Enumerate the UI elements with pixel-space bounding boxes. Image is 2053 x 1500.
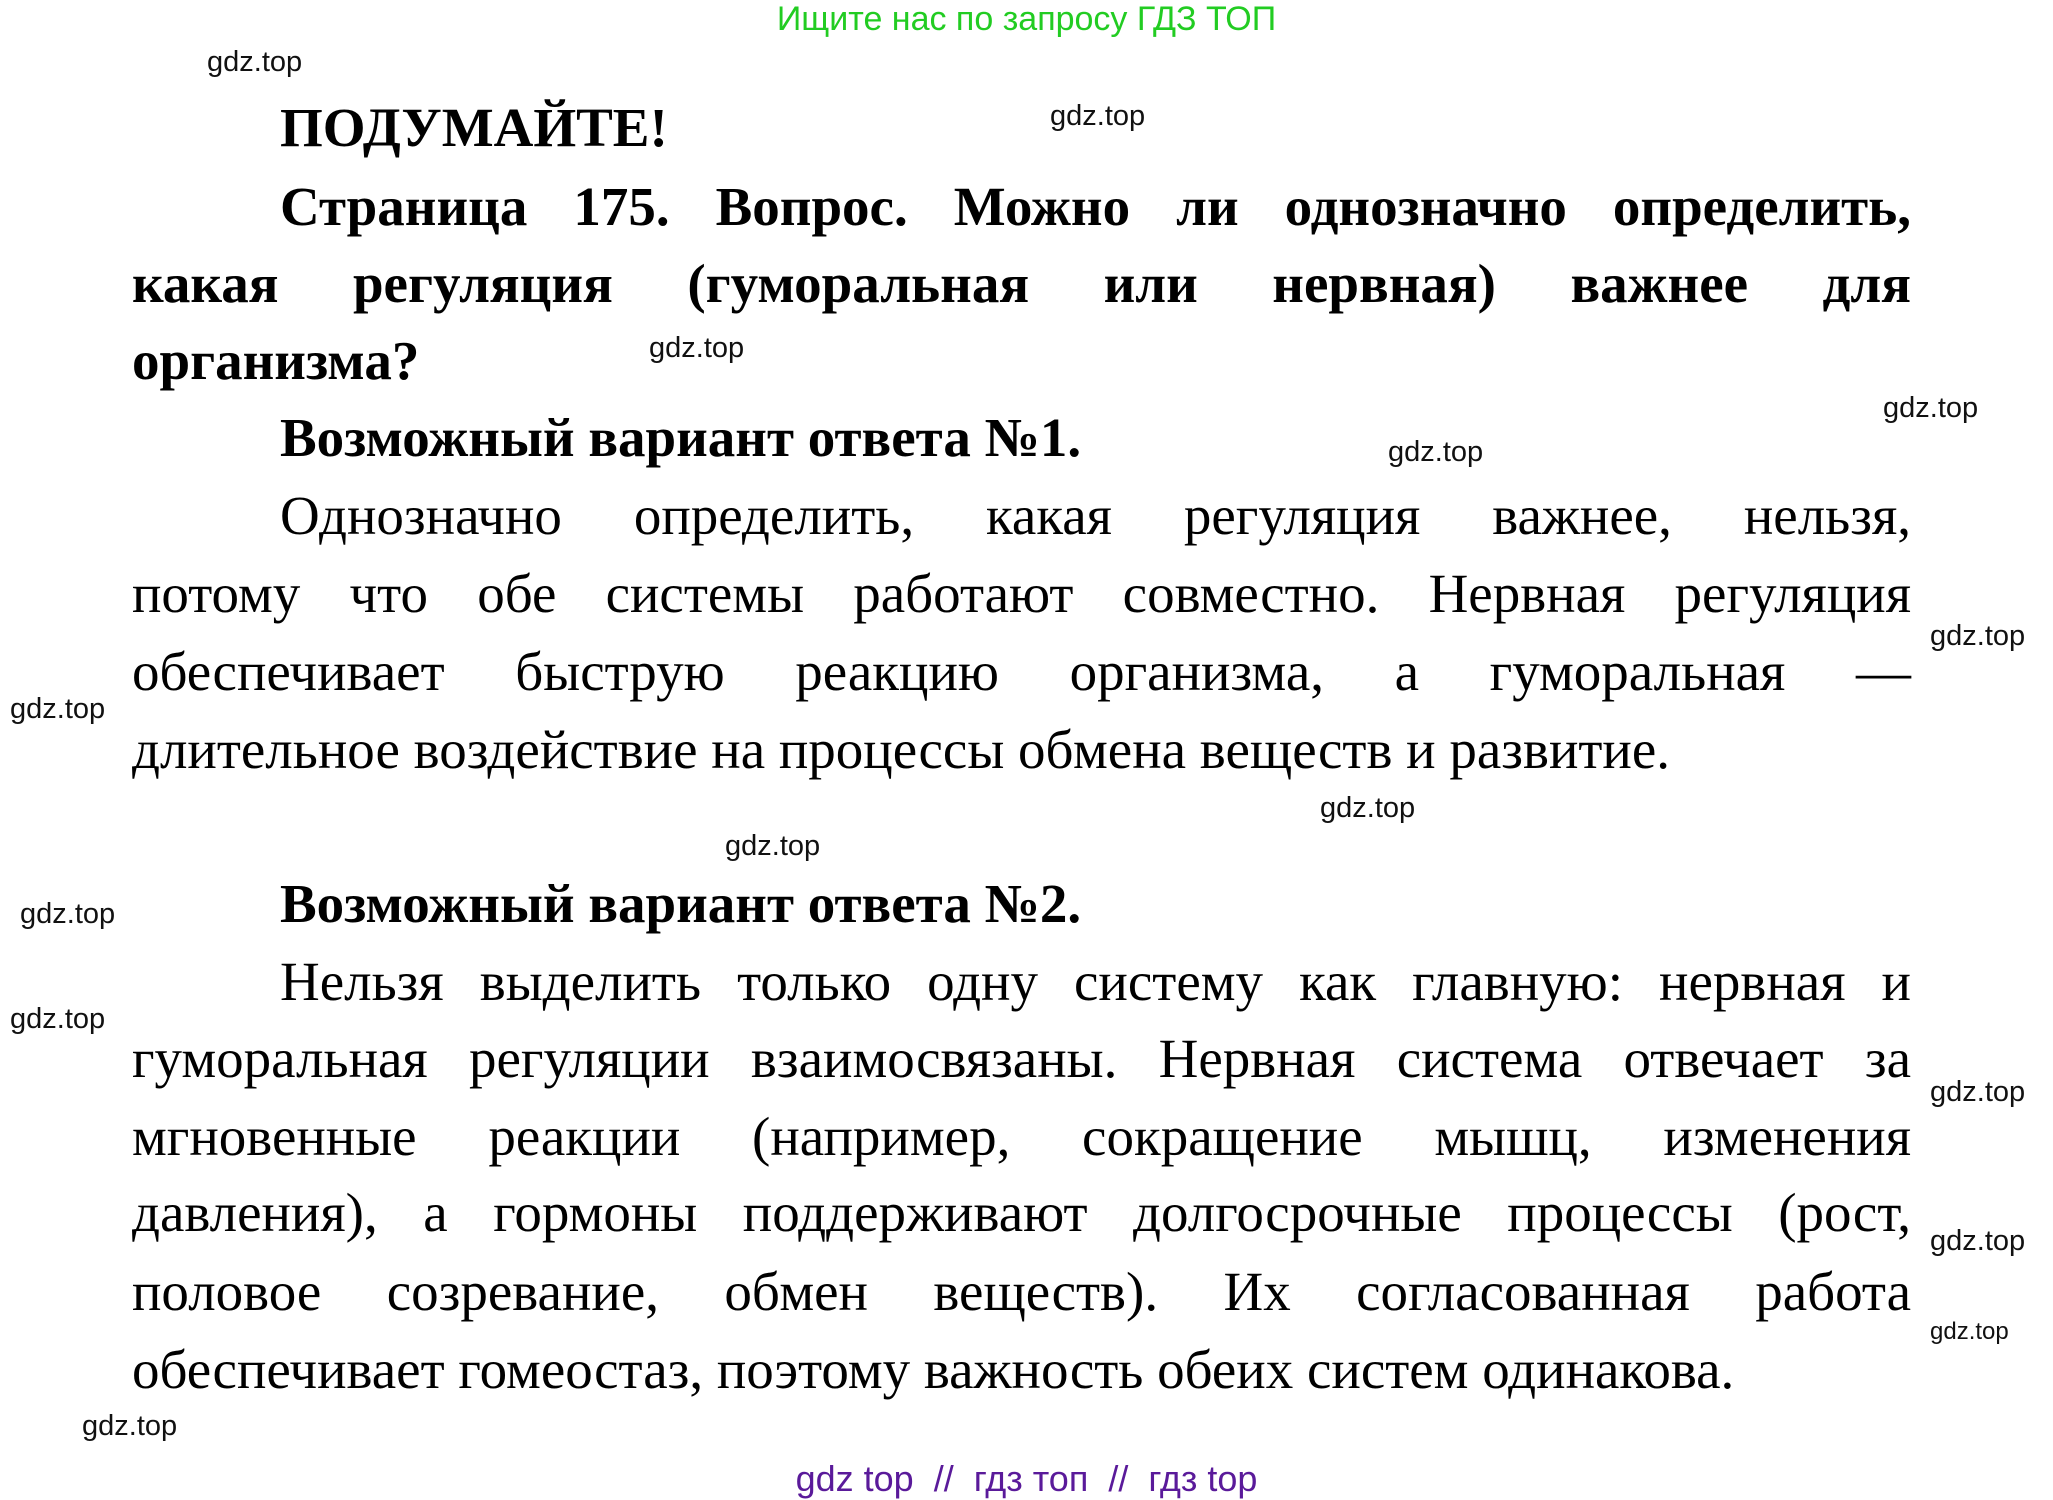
- question-line: организма?: [132, 330, 420, 391]
- answer2-line: половое созревание, обмен веществ). Их согласованная работа: [132, 1261, 1911, 1322]
- watermark: gdz.top: [10, 693, 106, 725]
- watermark: gdz.top: [207, 46, 303, 78]
- answer2-line: обеспечивает гомеостаз, поэтому важность обеих систем одинакова.: [132, 1339, 1735, 1400]
- watermark: gdz.top: [1320, 792, 1416, 824]
- watermark: gdz.top: [1930, 1318, 2009, 1345]
- watermark: gdz.top: [725, 830, 821, 862]
- answer2-heading: Возможный вариант ответа №2.: [280, 873, 1082, 934]
- watermark: gdz.top: [1050, 100, 1146, 132]
- watermark: gdz.top: [10, 1003, 106, 1035]
- answer1-heading: Возможный вариант ответа №1.: [280, 407, 1082, 468]
- answer1-line: Однозначно определить, какая регуляция важнее, нельзя,: [280, 485, 1911, 546]
- answer1-line: обеспечивает быструю реакцию организма, а гуморальная —: [132, 641, 1911, 702]
- watermark: gdz.top: [1930, 620, 2026, 652]
- watermark: gdz.top: [649, 332, 745, 364]
- search-banner: Ищите нас по запросу ГДЗ ТОП: [776, 0, 1277, 38]
- watermark: gdz.top: [1883, 392, 1979, 424]
- question-line: Страница 175. Вопрос. Можно ли однозначно определить,: [280, 176, 1911, 237]
- watermark: gdz.top: [20, 898, 116, 930]
- watermark: gdz.top: [1388, 436, 1484, 468]
- answer2-line: гуморальная регуляции взаимосвязаны. Нервная система отвечает за: [132, 1028, 1911, 1089]
- answer2-line: давления), а гормоны поддерживают долгосрочные процессы (рост,: [132, 1182, 1911, 1243]
- footer-links[interactable]: gdz top // гдз топ // гдз top: [795, 1458, 1258, 1499]
- watermark: gdz.top: [82, 1410, 178, 1442]
- watermark: gdz.top: [1930, 1225, 2026, 1257]
- watermark: gdz.top: [1930, 1076, 2026, 1108]
- question-line: какая регуляция (гуморальная или нервная) важнее для: [132, 253, 1911, 314]
- page-title: ПОДУМАЙТЕ!: [280, 97, 668, 158]
- answer1-line: длительное воздействие на процессы обмена веществ и развитие.: [132, 719, 1671, 780]
- answer1-line: потому что обе системы работают совместно. Нервная регуляция: [132, 563, 1911, 624]
- answer2-line: Нельзя выделить только одну систему как главную: нервная и: [280, 951, 1911, 1012]
- answer2-line: мгновенные реакции (например, сокращение мышц, изменения: [132, 1106, 1911, 1167]
